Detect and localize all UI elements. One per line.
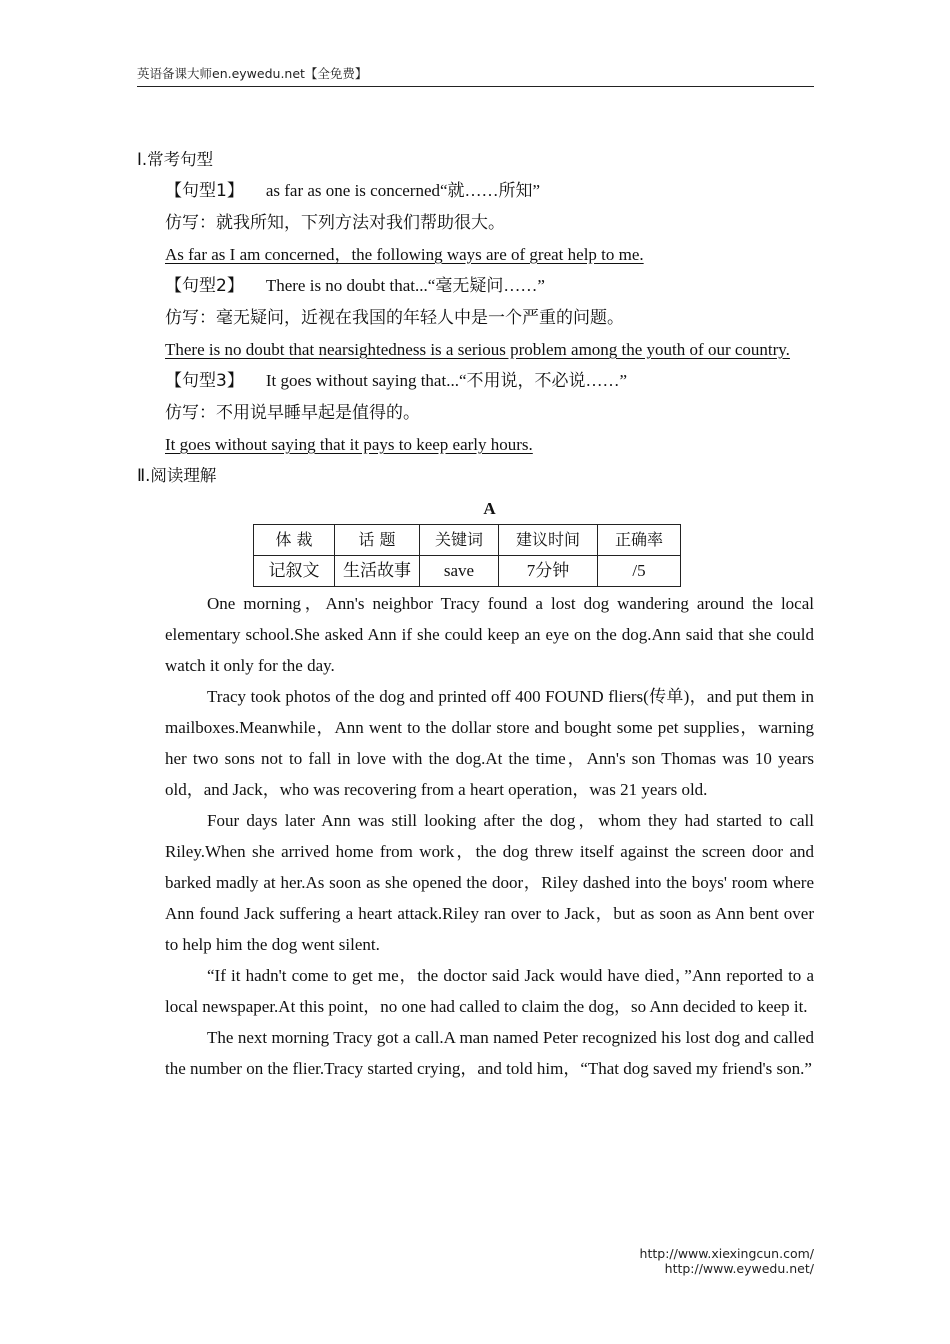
pattern-3 [137, 365, 814, 397]
pattern-label: 【句型2】 [165, 276, 244, 296]
section-title-reading: Ⅱ.阅读理解 [137, 466, 217, 485]
answer-2 [137, 334, 814, 365]
passage-paragraph-5: The next morning Tracy got a call.A man named Peter recognized his lost dog and called the number on the flier.Tracy started crying，and told him，“That dog saved my friend's son.” [165, 1028, 814, 1078]
passage-paragraph-3: Four days later Ann was still looking after the dog，whom they had started to call Riley.When she arrived home from work，the dog threw itself against the screen door and barked madly at her.As soon as she opened the door，Riley dashed into the boys' room where Ann found Jack suffering a heart attack.Riley ran over to Jack，but as soon as Ann bent over to help him the dog went silent. [165, 811, 814, 954]
page-header [137, 64, 814, 87]
table-header-cell: 体 裁 [254, 525, 335, 556]
footer-links: http://www.xiexingcun.com/ http://www.eywedu.net/ [639, 1246, 814, 1276]
table-cell: save [420, 556, 499, 587]
pattern-text: as far as one is concerned“就……所知” [265, 181, 541, 200]
answer-text: There is no doubt that nearsightedness is a serious problem among the youth of our country. [165, 340, 790, 359]
pattern-label: 【句型1】 [165, 181, 244, 201]
table-header-cell: 建议时间 [499, 525, 598, 556]
table-header-cell: 关键词 [420, 525, 499, 556]
pattern-text: There is no doubt that...“毫无疑问……” [265, 276, 545, 295]
table-cell: /5 [598, 556, 681, 587]
table-header-cell: 正确率 [598, 525, 681, 556]
pattern-label: 【句型3】 [165, 371, 244, 391]
answer-3 [137, 429, 814, 460]
practice-label: 仿写： [165, 403, 216, 423]
practice-label: 仿写： [165, 213, 216, 233]
table-cell: 记叙文 [254, 556, 335, 587]
answer-1 [137, 239, 814, 270]
table-header-cell: 话 题 [335, 525, 420, 556]
passage-paragraph-1: One morning，Ann's neighbor Tracy found a lost dog wandering around the local elementary school.She asked Ann if she could keep an eye on the dog.Ann said that she could watch it only for the day. [165, 594, 814, 675]
passage-paragraph-4: “If it hadn't come to get me，the doctor said Jack would have died，”Ann reported to a local newspaper.At this point，no one had called to claim the dog，so Ann decided to keep it. [165, 966, 814, 1016]
practice-2 [137, 302, 814, 334]
pattern-2 [137, 270, 814, 302]
answer-text: As far as I am concerned，the following ways are of great help to me. [165, 245, 644, 264]
page-footer [497, 1246, 814, 1276]
passage-paragraph-2: Tracy took photos of the dog and printed off 400 FOUND fliers(传单)，and put them in mailboxes.Meanwhile，Ann went to the dollar store and bought some pet supplies，warning her two sons not to fall in love with the dog.At the time，Ann's son Thomas was 10 years old，and Jack，who was recovering from a heart operation，was 21 years old. [165, 687, 814, 799]
answer-text: It goes without saying that it pays to keep early hours. [165, 435, 533, 454]
practice-text: 就我所知，下列方法对我们帮助很大。 [216, 213, 505, 233]
practice-label: 仿写： [165, 308, 216, 328]
table-cell: 7分钟 [499, 556, 598, 587]
table-header-row [254, 525, 681, 556]
header-text: 英语备课大师en.eywedu.net【全免费】 [137, 66, 368, 81]
passage-info-table [253, 524, 681, 587]
practice-1 [137, 207, 814, 239]
document-body [137, 144, 814, 1084]
practice-text: 毫无疑问，近视在我国的年轻人中是一个严重的问题。 [216, 308, 624, 328]
table-row [254, 556, 681, 587]
practice-3 [137, 397, 814, 429]
section-title-sentence-patterns: Ⅰ.常考句型 [137, 150, 214, 169]
pattern-text: It goes without saying that...“不用说，不必说……” [265, 371, 628, 390]
pattern-1 [137, 175, 814, 207]
practice-text: 不用说早睡早起是值得的。 [216, 403, 420, 423]
table-cell: 生活故事 [335, 556, 420, 587]
passage-letter: A [483, 499, 496, 518]
